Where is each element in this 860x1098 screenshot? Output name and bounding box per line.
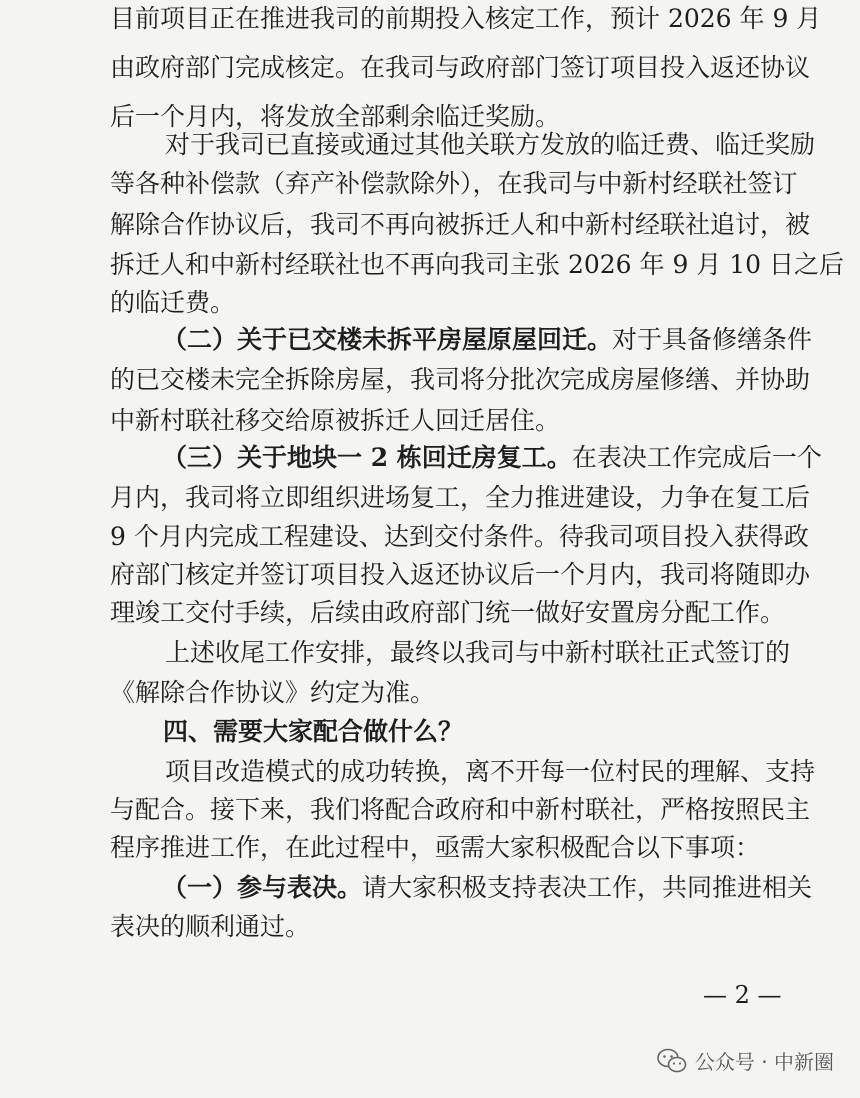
text-line: 对于我司已直接或通过其他关联方发放的临迁费、临迁奖励 <box>165 130 816 159</box>
text-line: 的临迁费。 <box>110 288 236 317</box>
text-line: 的已交楼未完全拆除房屋，我司将分批次完成房屋修缮、并协助 <box>110 365 811 394</box>
watermark <box>657 1046 834 1075</box>
section-line <box>162 443 822 473</box>
section-heading-2: （二）关于已交楼未拆平房屋原屋回迁。 <box>162 325 613 354</box>
watermark-label: 公众号 · 中新圈 <box>694 1050 834 1074</box>
text-line: 目前项目正在推进我司的前期投入核定工作，预计 2026 年 9 月 <box>110 4 822 33</box>
text-line: 等各种补偿款（弃产补偿款除外），在我司与中新村经联社签订 <box>110 169 798 198</box>
text-line: 月内，我司将立即组织进场复工，全力推进建设，力争在复工后 <box>110 483 811 512</box>
text-line: 9 个月内完成工程建设、达到交付条件。待我司项目投入获得政 <box>110 522 809 551</box>
text-line: 由政府部门完成核定。在我司与政府部门签订项目投入返还协议 <box>110 53 811 82</box>
text-line: 中新村联社移交给原被拆迁人回迁居住。 <box>110 406 561 435</box>
section-heading-1: （一）参与表决。 <box>162 873 363 902</box>
text-line: 解除合作协议后，我司不再向被拆迁人和中新村经联社追讨，被 <box>110 210 811 239</box>
section-text: 在表决工作完成后一个 <box>571 443 822 472</box>
section-line <box>162 325 812 355</box>
text-line: 程序推进工作，在此过程中，亟需大家积极配合以下事项： <box>110 833 761 862</box>
text-line: 理竣工交付手续，后续由政府部门统一做好安置房分配工作。 <box>110 598 786 627</box>
text-line: 《解除合作协议》约定为准。 <box>110 678 436 707</box>
text-line: 与配合。接下来，我们将配合政府和中新村联社，严格按照民主 <box>110 795 811 824</box>
page-number: — 2 — <box>703 981 782 1009</box>
text-line: 项目改造模式的成功转换，离不开每一位村民的理解、支持 <box>165 757 816 786</box>
section-heading-4: 四、需要大家配合做什么？ <box>163 717 464 746</box>
section-heading-3: （三）关于地块一 2 栋回迁房复工。 <box>162 443 572 472</box>
section-text: 请大家积极支持表决工作，共同推进相关 <box>362 873 813 902</box>
text-line: 府部门核定并签订项目投入返还协议后一个月内，我司将随即办 <box>110 560 811 589</box>
text-line: 上述收尾工作安排，最终以我司与中新村联社正式签订的 <box>165 638 791 667</box>
section-line <box>162 873 812 903</box>
section-text: 对于具备修缮条件 <box>612 325 813 354</box>
text-line: 表决的顺利通过。 <box>110 912 311 941</box>
text-line: 后一个月内，将发放全部剩余临迁奖励。 <box>110 102 561 131</box>
text-line: 拆迁人和中新村经联社也不再向我司主张 2026 年 9 月 10 日之后 <box>110 250 845 279</box>
wechat-icon <box>657 1048 687 1074</box>
